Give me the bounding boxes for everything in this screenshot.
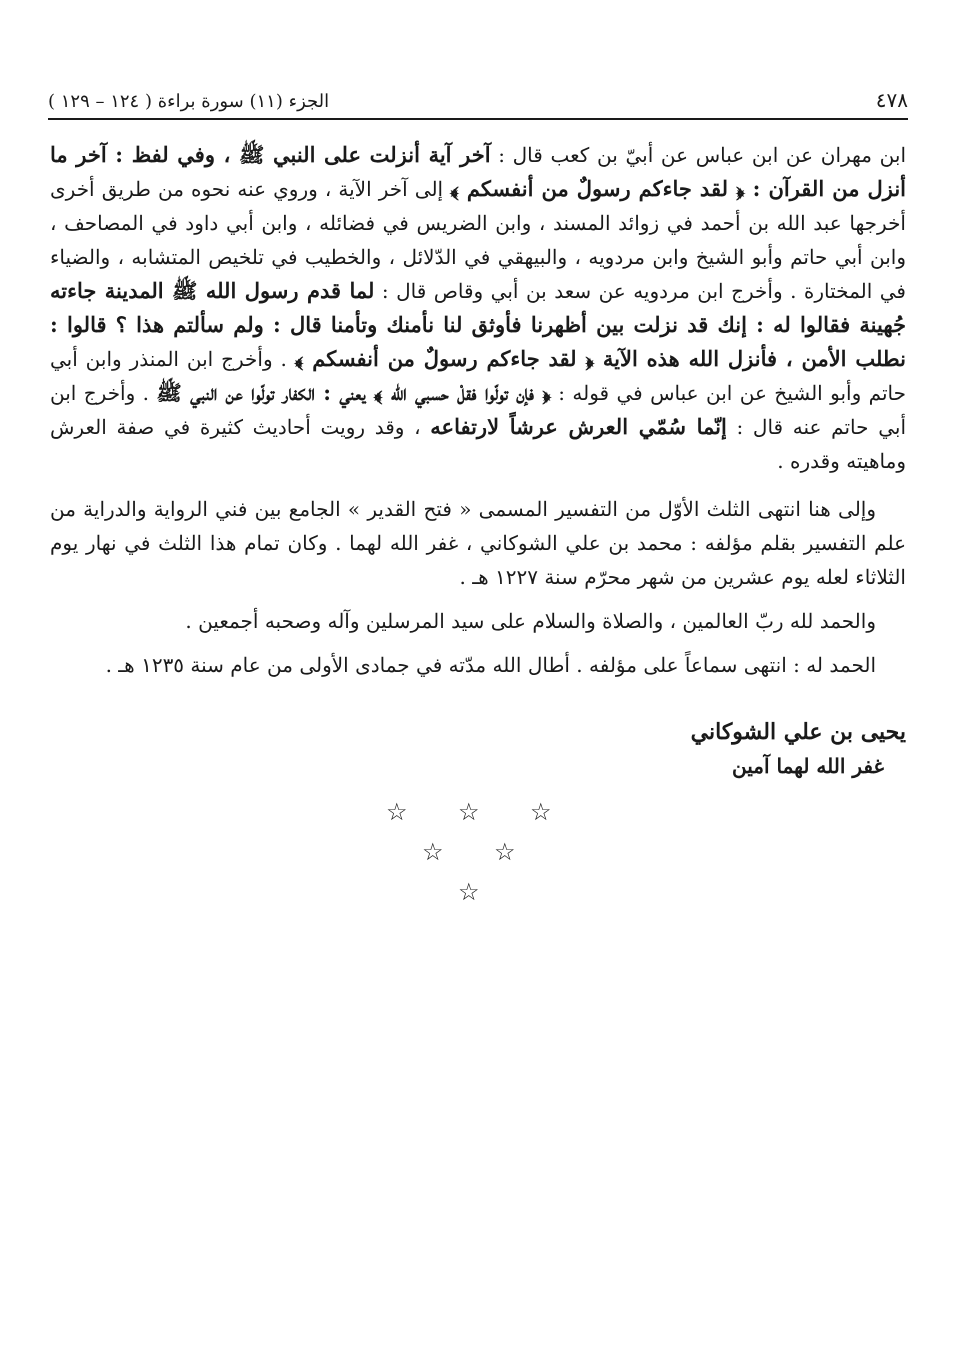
bold-quote: ﴿ فإن تولّوا فقلْ حسبي الله ﴾ يعني : الكفار تولّوا عن النبي ﷺ — [156, 380, 551, 405]
star-icon: ☆ — [458, 878, 480, 906]
page-header — [48, 78, 908, 120]
bold-quote: لما قدم رسول الله ﷺ المدينة جاءته جُهينة فقالوا له : إنك قد نزلت بين أظهرنا فأوثق لنا نأمنك وتأمنا قال : ولم سألتم هذا ؟ قالوا : نطلب الأمن ، فأنزل الله هذه الآية ﴿ لقد جاءكم رسولٌ من أنفسكم ﴾ — [50, 278, 906, 371]
text-segment: . وأخرج ابن أبي حاتم عنه قال : — [50, 381, 907, 439]
signature-name: يحيى بن علي الشوكاني — [690, 719, 906, 745]
page-number: ٤٧٨ — [875, 88, 908, 112]
paragraph-praise: والحمد لله ربّ العالمين ، والصلاة والسلام على سيد المرسلين وآله وصحبه أجمعين . — [185, 609, 876, 633]
text-segment: . وأخرج ابن المنذر وابن أبي حاتم وأبو الشيخ عن ابن عباس في قوله : — [50, 347, 906, 405]
star-icon: ☆ — [494, 838, 516, 866]
bold-quote: آخر آية أنزلت على النبي ﷺ ، وفي لفظ : آخر ما أنزل من القرآن : ﴿ لقد جاءكم رسولٌ من أنفسكم ﴾ — [50, 142, 906, 201]
text-segment: ، وقد رويت أحاديث كثيرة في صفة العرش وماهيته وقدره . — [50, 415, 906, 473]
text-segment: ابن مهران عن ابن عباس عن أبيّ بن كعب قال : — [490, 143, 907, 167]
running-head: الجزء (١١) سورة براءة ( ١٢٤ – ١٢٩ ) — [48, 91, 330, 112]
star-icon: ☆ — [422, 838, 444, 866]
paragraph-tafsir — [50, 138, 906, 478]
text-segment: إلى آخر الآية ، وروي عنه نحوه من طريق أخرى أخرجها عبد الله بن أحمد في زوائد المسند ، وابن الضريس في فضائله ، وابن أبي داود في المصاحف ، وابن أبي حاتم وأبو الشيخ وابن مردويه ، والبيهقي في الدّلائل ، والخطيب في تلخيص المتشابه ، والضياء في المختارة . وأخرج ابن مردويه عن سعد بن أبي وقاص قال : — [50, 177, 906, 303]
star-icon: ☆ — [530, 798, 552, 826]
signature-prayer: غفر الله لهما آمين — [732, 754, 884, 778]
paragraph-audition-note: الحمد له : انتهى سماعاً على مؤلفه . أطال الله مدّته في جمادى الأولى من عام سنة ١٢٣٥ هـ . — [105, 653, 876, 677]
bold-quote: إنّما سُمّي العرش عرشاً لارتفاعه — [430, 414, 727, 439]
star-icon: ☆ — [386, 798, 408, 826]
signature-block — [691, 714, 906, 782]
body-text — [50, 138, 906, 682]
paragraph-colophon: وإلى هنا انتهى الثلث الأوّل من التفسير المسمى « فتح القدير » الجامع بين فني الرواية والدراية من علم التفسير بقلم مؤلفه : محمد بن علي الشوكاني ، غفر الله لهما . وكان تمام هذا الثلث في نهار يوم الثلاثاء لعله يوم عشرين من شهر محرّم سنة ١٢٢٧ هـ . — [50, 497, 906, 589]
star-icon: ☆ — [458, 798, 480, 826]
